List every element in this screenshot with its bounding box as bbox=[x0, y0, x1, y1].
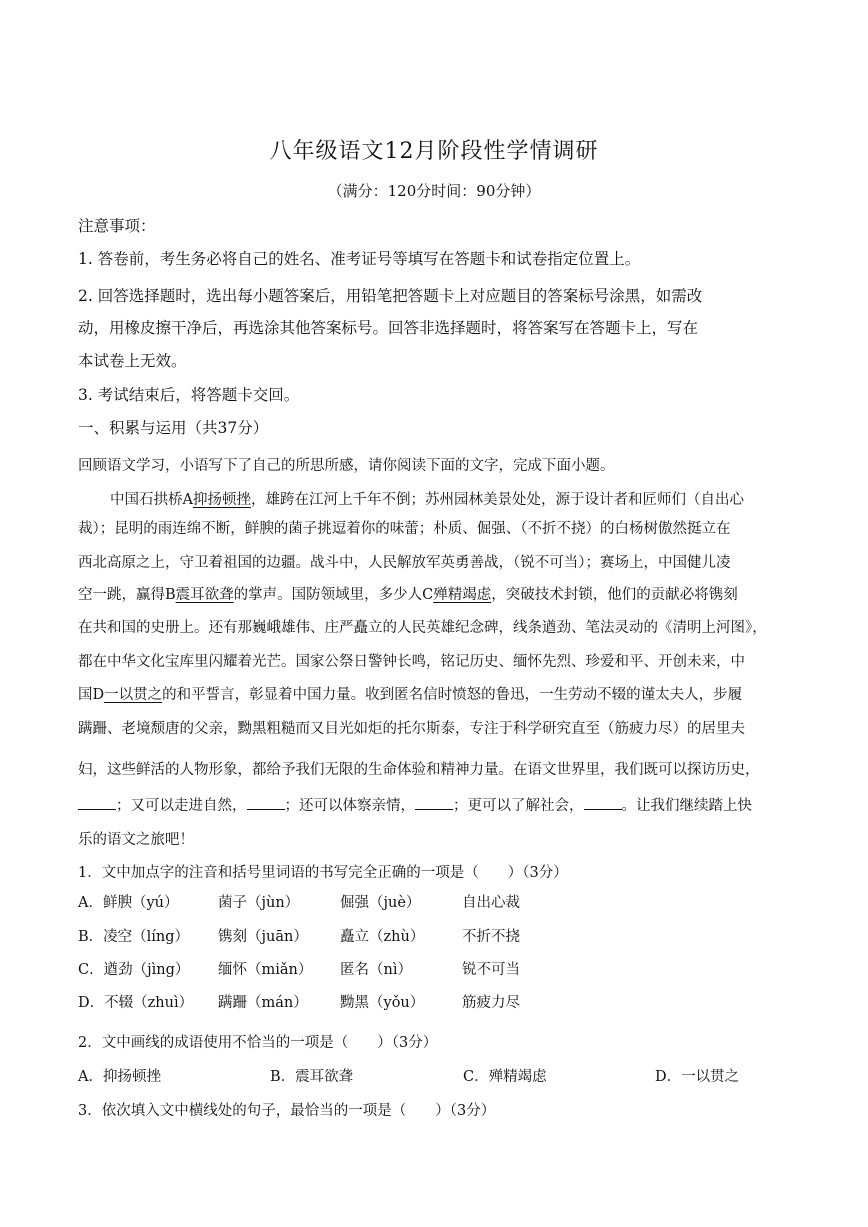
option-cell: 镌刻（juān） bbox=[218, 929, 308, 945]
underlined-idiom-b: 震耳欲聋 bbox=[175, 587, 234, 603]
passage-line-1 bbox=[110, 489, 822, 511]
fill-blank-2 bbox=[247, 795, 285, 810]
option-d: D．一以贯之 bbox=[655, 1069, 740, 1085]
option-c: C．殚精竭虑 bbox=[463, 1069, 547, 1085]
page-title: 八年级语文12月阶段性学情调研 bbox=[269, 139, 599, 164]
question-3-stem: 3．依次填入文中横线处的句子，最恰当的一项是（ ）（3分） bbox=[78, 1103, 496, 1119]
passage-text: 的掌声。国防领域里，多少人C bbox=[233, 587, 434, 603]
option-cell: 不折不挠 bbox=[462, 929, 520, 945]
passage-line-7 bbox=[78, 684, 790, 706]
underlined-idiom-a: 抑扬顿挫 bbox=[192, 492, 251, 508]
page-subtitle: （满分：120分时间：90分钟） bbox=[327, 182, 541, 200]
passage-text: 国D bbox=[78, 687, 105, 703]
passage-text: ；还可以体察亲情， bbox=[284, 798, 415, 814]
passage-line-3: 西北高原之上，守卫着祖国的边疆。战斗中，人民解放军英勇善战，（锐不可当）；赛场上，中国健儿凌 bbox=[78, 555, 731, 571]
passage-line-11: 乐的语文之旅吧！ bbox=[78, 832, 194, 848]
notice-item-1: 1. 答卷前，考生务必将自己的姓名、准考证号等填写在答题卡和试卷指定位置上。 bbox=[78, 250, 641, 268]
section-intro: 回顾语文学习，小语写下了自己的所思所感，请你阅读下面的文字，完成下面小题。 bbox=[78, 458, 615, 474]
passage-text: ，突破技术封锁，他们的贡献必将镌刻 bbox=[491, 587, 738, 603]
option-cell: 菌子（jùn） bbox=[218, 895, 300, 911]
notice-item-2: 2. 回答选择题时，选出每小题答案后，用铅笔把答题卡上对应题目的答案标号涂黑，如需改 bbox=[78, 287, 703, 305]
notice-item-3: 3. 考试结束后，将答题卡交回。 bbox=[78, 386, 300, 404]
passage-text: 。让我们继续踏上快 bbox=[621, 798, 752, 814]
option-cell: 矗立（zhù） bbox=[340, 929, 425, 945]
passage-line-10 bbox=[78, 795, 790, 817]
option-cell: 锐不可当 bbox=[462, 962, 520, 978]
question-1-stem: 1．文中加点字的注音和括号里词语的书写完全正确的一项是（ ）（3分） bbox=[78, 865, 568, 881]
passage-line-8: 蹒跚、老境颓唐的父亲，黝黑粗糙而又目光如炬的托尔斯泰，专注于科学研究直至（筋疲力尽）的居里夫 bbox=[78, 721, 745, 737]
option-cell: 蹒跚（mán） bbox=[218, 995, 308, 1011]
option-b: B．震耳欲聋 bbox=[270, 1069, 354, 1085]
passage-line-9: 妇，这些鲜活的人物形象，都给予我们无限的生命体验和精神力量。在语文世界里，我们既可以探访历史， bbox=[78, 762, 760, 778]
option-cell: B．凌空（líng） bbox=[78, 929, 190, 945]
passage-text: 中国石拱桥A bbox=[110, 492, 193, 508]
fill-blank-4 bbox=[584, 795, 622, 810]
option-cell: 自出心裁 bbox=[462, 895, 520, 911]
option-cell: 匿名（nì） bbox=[340, 962, 412, 978]
section-heading: 一、积累与运用（共37分） bbox=[78, 419, 269, 437]
passage-line-2: 裁）；昆明的雨连绵不断，鲜腴的菌子挑逗着你的味蕾；朴质、倔强、（不折不挠）的白杨树傲然挺立在 bbox=[78, 521, 731, 537]
option-cell: A．鲜腴（yú） bbox=[78, 895, 179, 911]
passage-text: 空一跳，赢得B bbox=[78, 587, 176, 603]
passage-text: ，雄跨在江河上千年不倒；苏州园林美景处处，源于设计者和匠师们（自出心 bbox=[250, 492, 744, 508]
passage-line-4 bbox=[78, 584, 790, 606]
option-cell: 倔强（juè） bbox=[340, 895, 421, 911]
fill-blank-3 bbox=[415, 795, 453, 810]
passage-line-6: 都在中华文化宝库里闪耀着光芒。国家公祭日警钟长鸣，铭记历史、缅怀先烈、珍爱和平、开创未来，中 bbox=[78, 654, 745, 670]
passage-text: ；更可以了解社会， bbox=[453, 798, 584, 814]
question-2-stem: 2．文中画线的成语使用不恰当的一项是（ ）（3分） bbox=[78, 1035, 438, 1051]
option-cell: 缅怀（miǎn） bbox=[218, 962, 313, 978]
fill-blank-1 bbox=[78, 795, 116, 810]
notice-heading: 注意事项： bbox=[78, 217, 156, 235]
option-a: A．抑扬顿挫 bbox=[78, 1069, 161, 1085]
underlined-idiom-c: 殚精竭虑 bbox=[433, 587, 492, 603]
underlined-idiom-d: 一以贯之 bbox=[104, 687, 163, 703]
passage-text: ；又可以走进自然， bbox=[116, 798, 247, 814]
passage-line-5: 在共和国的史册上。还有那巍峨雄伟、庄严矗立的人民英雄纪念碑，线条遒劲、笔法灵动的《清明上河图》， bbox=[78, 620, 767, 636]
notice-item-2-end: 本试卷上无效。 bbox=[78, 352, 187, 370]
notice-item-2-cont: 动，用橡皮擦干净后，再选涂其他答案标号。回答非选择题时，将答案写在答题卡上，写在 bbox=[78, 319, 699, 337]
option-cell: 筋疲力尽 bbox=[462, 995, 520, 1011]
passage-text: 的和平誓言，彰显着中国力量。收到匿名信时愤怒的鲁迅，一生劳动不辍的谨太夫人，步履 bbox=[162, 687, 743, 703]
option-cell: C．遒劲（jìng） bbox=[78, 962, 190, 978]
option-cell: D．不辍（zhuì） bbox=[78, 995, 194, 1011]
option-cell: 黝黑（yǒu） bbox=[340, 995, 425, 1011]
